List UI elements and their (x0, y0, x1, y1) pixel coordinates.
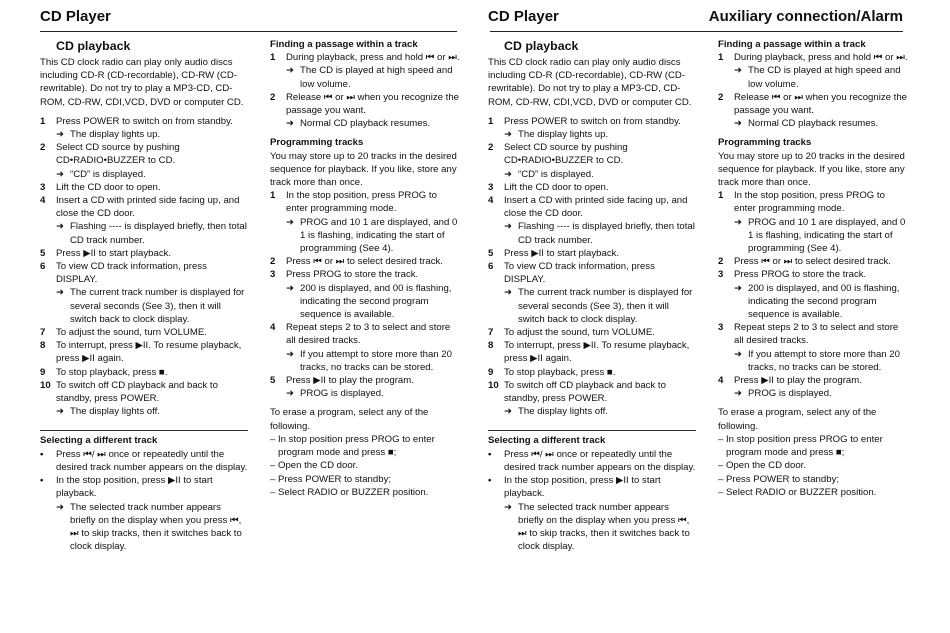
step-item (270, 189, 460, 215)
arrow-icon: ➜ (504, 406, 513, 418)
step-text: Press ⏮/ ⏭ once or repeatedly until the desired track number appears on the display. (56, 448, 248, 473)
result-text: 200 is displayed, and 00 is flashing, indicating the second program sequence is available. (748, 282, 900, 321)
arrow-icon: ➜ (734, 348, 743, 360)
step-item (718, 51, 908, 64)
subsection-heading: Finding a passage within a track (718, 39, 866, 50)
step-text: During playback, press and hold ⏮ or ⏭. (734, 52, 908, 64)
step-item (40, 247, 248, 260)
right-page (475, 0, 950, 633)
result-item (40, 220, 248, 246)
step-number: 10 (40, 379, 51, 391)
arrow-icon: ➜ (56, 221, 65, 233)
step-number: • (488, 475, 492, 487)
step-item (488, 366, 696, 379)
step-text: Repeat steps 2 to 3 to select and store all desired tracks. (286, 322, 451, 347)
step-text: Release ⏮ or ⏭ when you recognize the passage you want. (734, 91, 907, 117)
header-rule (490, 31, 903, 32)
result-text: The selected track number appears briefly on the display when you press ⏮, ⏭ to skip tracks, then it switches back to clock display. (518, 501, 690, 553)
step-number: 3 (40, 181, 46, 193)
step-item (270, 255, 460, 268)
step-text: During playback, press and hold ⏮ or ⏭. (286, 52, 460, 64)
result-text: Normal CD playback resumes. (300, 118, 431, 130)
step-number: 10 (488, 379, 499, 391)
step-text: Press POWER to switch on from standby. (56, 115, 233, 127)
step-item (488, 326, 696, 339)
right-column-1 (488, 38, 696, 553)
step-text: Insert a CD with printed side facing up, and close the CD door. (56, 195, 240, 220)
step-number: 9 (488, 366, 494, 378)
step-text: Lift the CD door to open. (504, 181, 609, 193)
step-number: 3 (718, 269, 724, 281)
step-number: 1 (718, 52, 724, 64)
step-item (488, 141, 696, 167)
arrow-icon: ➜ (734, 388, 743, 400)
step-number: 6 (488, 261, 494, 273)
page-header-title: CD Player (40, 8, 111, 25)
step-number: 4 (488, 195, 494, 207)
result-item (488, 220, 696, 246)
arrow-icon: ➜ (286, 348, 295, 360)
dash-item (718, 486, 908, 499)
paragraph: To erase a program, select any of the following. (270, 407, 429, 432)
result-item (40, 405, 248, 418)
page-header-section: Auxiliary connection/Alarm (708, 8, 903, 25)
step-item (488, 181, 696, 194)
step-number: 3 (488, 181, 494, 193)
step-text: Press ⏮ or ⏭ to select desired track. (734, 256, 891, 268)
result-item (270, 64, 460, 90)
arrow-icon: ➜ (504, 287, 513, 299)
step-item (488, 448, 696, 474)
arrow-icon: ➜ (504, 501, 513, 513)
step-item (488, 115, 696, 128)
arrow-icon: ➜ (286, 65, 295, 77)
step-number: 8 (488, 340, 494, 352)
step-text: To stop playback, press ■. (56, 366, 168, 378)
page-header-title: CD Player (488, 8, 559, 25)
step-item (40, 448, 248, 474)
step-text: To switch off CD playback and back to standby, press POWER. (504, 379, 666, 405)
result-text: PROG and 10 1 are displayed, and 0 1 is flashing, indicating the start of programming (See 4). (300, 216, 458, 255)
step-text: Press ▶II to start playback. (56, 247, 172, 259)
step-number: 4 (270, 322, 276, 334)
arrow-icon: ➜ (286, 216, 295, 228)
step-item (718, 189, 908, 215)
subsection-heading: Selecting a different track (488, 435, 606, 447)
result-item (40, 286, 248, 326)
step-number: 1 (488, 115, 494, 127)
result-item (718, 117, 908, 130)
step-text: To view CD track information, press DISPLAY. (504, 261, 655, 286)
step-item (40, 115, 248, 128)
result-item (718, 216, 908, 256)
step-text: To adjust the sound, turn VOLUME. (504, 327, 655, 339)
step-text: In the stop position, press ▶II to start playback. (56, 475, 213, 500)
step-number: 6 (40, 261, 46, 273)
result-text: If you attempt to store more than 20 tracks, no tracks can be stored. (300, 348, 452, 373)
result-text: The selected track number appears briefly on the display when you press ⏮, ⏭ to skip tracks, then it switches back to clock display. (70, 501, 242, 553)
section-heading: CD playback (504, 39, 579, 53)
step-number: 5 (40, 247, 46, 259)
result-text: The display lights off. (70, 406, 160, 418)
arrow-icon: ➜ (504, 168, 513, 180)
step-text: Press ▶II to start playback. (504, 247, 620, 259)
result-item (718, 387, 908, 400)
dash-icon: – (270, 486, 276, 498)
step-number: 4 (718, 375, 724, 387)
step-item (718, 91, 908, 117)
result-text: PROG is displayed. (300, 388, 384, 400)
result-text: The display lights off. (518, 406, 608, 418)
dash-item (718, 433, 908, 459)
arrow-icon: ➜ (286, 282, 295, 294)
step-text: To stop playback, press ■. (504, 366, 616, 378)
header-rule (40, 31, 457, 32)
step-item (40, 366, 248, 379)
step-text: In the stop position, press ▶II to start playback. (504, 475, 661, 500)
step-item (270, 51, 460, 64)
left-column-2 (270, 38, 460, 499)
step-number: 2 (718, 91, 724, 103)
dash-item (718, 473, 908, 486)
arrow-icon: ➜ (734, 216, 743, 228)
step-text: To adjust the sound, turn VOLUME. (56, 327, 207, 339)
result-item (40, 501, 248, 554)
paragraph: This CD clock radio can play only audio discs including CD-R (CD-recordable), CD-RW (CD-rewritable). Do not try to play a MP3-CD, CD-ROM, CD-RW, CDI,VCD, DVD or computer CD. (40, 57, 244, 108)
dash-icon: – (270, 473, 276, 485)
subsection-heading: Programming tracks (718, 137, 812, 149)
result-item (718, 282, 908, 322)
result-item (718, 64, 908, 90)
subsection-heading: Selecting a different track (40, 435, 158, 447)
step-number: 9 (40, 366, 46, 378)
result-text: Flashing ---- is displayed briefly, then total CD track number. (70, 221, 247, 246)
step-item (488, 474, 696, 500)
step-text: In the stop position, press PROG to enter programming mode. (734, 190, 885, 215)
step-item (718, 321, 908, 347)
result-item (270, 216, 460, 256)
step-item (488, 260, 696, 286)
dash-text: Open the CD door. (726, 460, 806, 472)
result-text: Normal CD playback resumes. (748, 118, 879, 130)
result-item (40, 168, 248, 181)
step-text: Insert a CD with printed side facing up, and close the CD door. (504, 195, 688, 220)
result-item (718, 348, 908, 374)
step-text: In the stop position, press PROG to enter programming mode. (286, 190, 437, 215)
result-item (270, 282, 460, 322)
dash-text: In stop position press PROG to enter program mode and press ■; (278, 433, 435, 459)
arrow-icon: ➜ (56, 501, 65, 513)
step-text: To switch off CD playback and back to standby, press POWER. (56, 379, 218, 405)
step-text: Press ⏮/ ⏭ once or repeatedly until the desired track number appears on the display. (504, 448, 696, 473)
step-item (40, 141, 248, 167)
step-item (718, 374, 908, 387)
dash-text: Press POWER to standby; (278, 473, 392, 485)
dash-item (718, 459, 908, 472)
section-divider (40, 430, 248, 431)
result-text: “CD” is displayed. (70, 168, 146, 180)
step-item (270, 268, 460, 281)
step-number: 1 (718, 190, 724, 202)
step-text: Select CD source by pushing CD•RADIO•BUZZER to CD. (56, 142, 180, 167)
step-number: 7 (488, 327, 494, 339)
step-text: Press ▶II to play the program. (286, 375, 414, 387)
result-item (488, 128, 696, 141)
dash-icon: – (718, 473, 724, 485)
step-text: To view CD track information, press DISPLAY. (56, 261, 207, 286)
step-number: 1 (40, 115, 46, 127)
step-text: Repeat steps 2 to 3 to select and store all desired tracks. (734, 322, 899, 347)
step-number: 2 (488, 142, 494, 154)
step-number: 5 (270, 375, 276, 387)
step-item (270, 374, 460, 387)
step-text: To interrupt, press ▶II. To resume playback, press ▶II again. (56, 340, 242, 365)
section-heading: CD playback (56, 39, 131, 53)
step-text: Press PROG to store the track. (734, 269, 867, 281)
step-text: To interrupt, press ▶II. To resume playback, press ▶II again. (504, 340, 690, 365)
step-number: 5 (488, 247, 494, 259)
step-number: 8 (40, 340, 46, 352)
arrow-icon: ➜ (56, 168, 65, 180)
result-text: PROG and 10 1 are displayed, and 0 1 is flashing, indicating the start of programming (See 4). (748, 216, 906, 255)
step-item (40, 379, 248, 405)
right-column-2 (718, 38, 908, 499)
dash-item (270, 486, 460, 499)
dash-icon: – (718, 460, 724, 472)
step-item (488, 339, 696, 365)
step-text: Select CD source by pushing CD•RADIO•BUZZER to CD. (504, 142, 628, 167)
result-item (488, 286, 696, 326)
step-number: • (40, 448, 44, 460)
step-item (488, 247, 696, 260)
step-number: • (40, 475, 44, 487)
step-item (270, 91, 460, 117)
step-item (270, 321, 460, 347)
step-number: 2 (270, 91, 276, 103)
arrow-icon: ➜ (56, 129, 65, 141)
step-number: 1 (270, 190, 276, 202)
result-item (270, 117, 460, 130)
result-text: “CD” is displayed. (518, 168, 594, 180)
step-number: 2 (270, 256, 276, 268)
step-text: Press POWER to switch on from standby. (504, 115, 681, 127)
arrow-icon: ➜ (734, 65, 743, 77)
arrow-icon: ➜ (286, 388, 295, 400)
paragraph: You may store up to 20 tracks in the desired sequence for playback. If you like, store any track more than once. (270, 150, 457, 189)
result-text: If you attempt to store more than 20 tracks, no tracks can be stored. (748, 348, 900, 373)
step-item (40, 194, 248, 220)
dash-item (270, 473, 460, 486)
result-text: The display lights up. (518, 129, 609, 141)
step-number: 2 (718, 256, 724, 268)
subsection-heading: Finding a passage within a track (270, 39, 418, 50)
result-text: Flashing ---- is displayed briefly, then total CD track number. (518, 221, 695, 246)
result-text: 200 is displayed, and 00 is flashing, indicating the second program sequence is available. (300, 282, 452, 321)
result-item (488, 405, 696, 418)
step-item (488, 194, 696, 220)
arrow-icon: ➜ (504, 221, 513, 233)
step-item (40, 326, 248, 339)
arrow-icon: ➜ (734, 282, 743, 294)
step-number: 1 (270, 52, 276, 64)
step-item (40, 181, 248, 194)
step-text: Release ⏮ or ⏭ when you recognize the passage you want. (286, 91, 459, 117)
dash-text: Press POWER to standby; (726, 473, 840, 485)
step-text: Press ⏮ or ⏭ to select desired track. (286, 256, 443, 268)
result-item (488, 501, 696, 554)
dash-icon: – (718, 433, 724, 445)
result-text: The CD is played at high speed and low volume. (300, 65, 453, 90)
step-number: • (488, 448, 492, 460)
arrow-icon: ➜ (56, 287, 65, 299)
section-divider (488, 430, 696, 431)
paragraph: This CD clock radio can play only audio discs including CD-R (CD-recordable), CD-RW (CD-rewritable). Do not try to play a MP3-CD, CD-ROM, CD-RW, CDI,VCD, DVD or computer CD. (488, 57, 692, 108)
step-number: 3 (718, 322, 724, 334)
dash-item (270, 433, 460, 459)
dash-icon: – (270, 433, 276, 445)
paragraph: To erase a program, select any of the following. (718, 407, 877, 432)
step-item (488, 379, 696, 405)
paragraph: You may store up to 20 tracks in the desired sequence for playback. If you like, store any track more than once. (718, 150, 905, 189)
result-item (270, 348, 460, 374)
result-text: The CD is played at high speed and low volume. (748, 65, 901, 90)
result-text: PROG is displayed. (748, 388, 832, 400)
dash-text: In stop position press PROG to enter program mode and press ■; (726, 433, 883, 459)
result-text: The display lights up. (70, 129, 161, 141)
step-item (40, 339, 248, 365)
left-column-1 (40, 38, 248, 553)
result-item (270, 387, 460, 400)
dash-item (270, 459, 460, 472)
subsection-heading: Programming tracks (270, 137, 364, 149)
step-item (718, 255, 908, 268)
step-number: 4 (40, 195, 46, 207)
arrow-icon: ➜ (504, 129, 513, 141)
result-item (488, 168, 696, 181)
step-item (40, 260, 248, 286)
dash-text: Select RADIO or BUZZER position. (726, 486, 877, 498)
step-item (718, 268, 908, 281)
step-number: 3 (270, 269, 276, 281)
step-number: 7 (40, 327, 46, 339)
step-number: 2 (40, 142, 46, 154)
dash-text: Select RADIO or BUZZER position. (278, 486, 429, 498)
result-text: The current track number is displayed for several seconds (See 3), then it will switch back to clock display. (70, 287, 245, 325)
dash-icon: – (718, 486, 724, 498)
arrow-icon: ➜ (56, 406, 65, 418)
result-item (40, 128, 248, 141)
arrow-icon: ➜ (286, 118, 295, 130)
dash-text: Open the CD door. (278, 460, 358, 472)
step-text: Press ▶II to play the program. (734, 375, 862, 387)
step-item (40, 474, 248, 500)
dash-icon: – (270, 460, 276, 472)
result-text: The current track number is displayed for several seconds (See 3), then it will switch back to clock display. (518, 287, 693, 325)
step-text: Lift the CD door to open. (56, 181, 161, 193)
step-text: Press PROG to store the track. (286, 269, 419, 281)
arrow-icon: ➜ (734, 118, 743, 130)
